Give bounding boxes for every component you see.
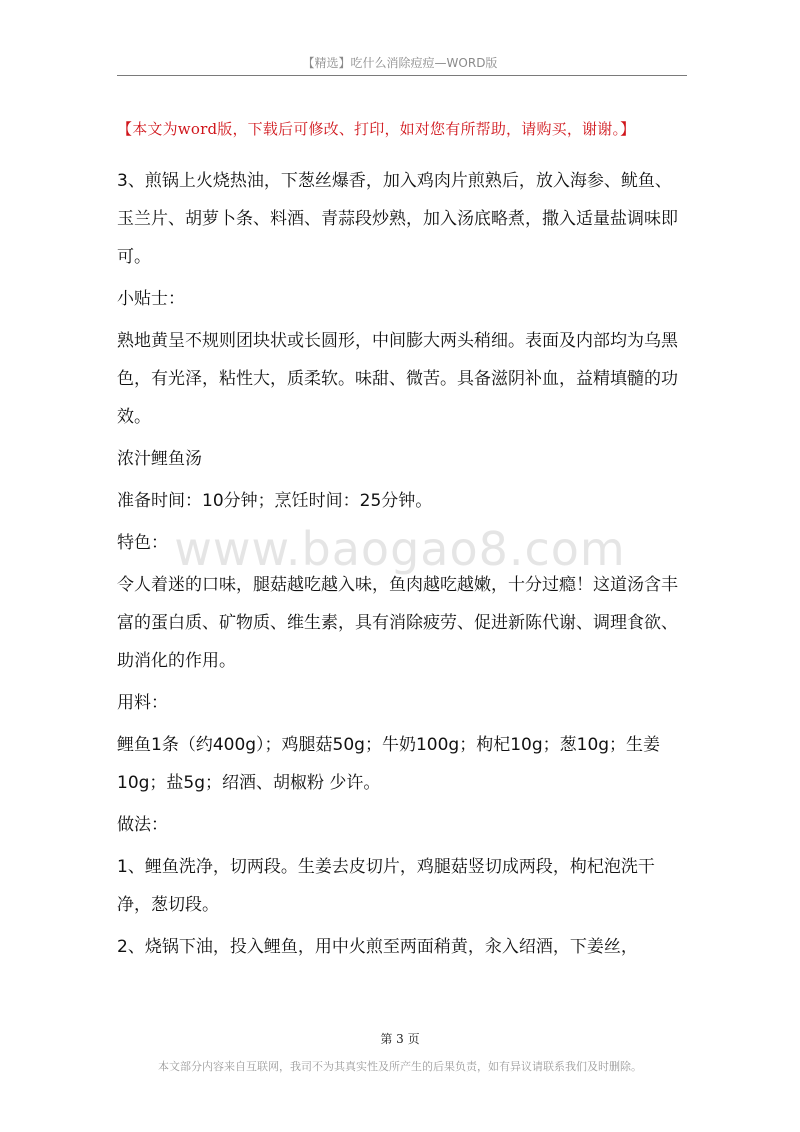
document-body [117,162,687,970]
prep-time: 准备时间：10分钟；烹饪时间：25分钟。 [117,491,433,511]
tips-heading: 小贴士： [117,289,185,309]
tips-paragraph: 熟地黄呈不规则团块状或长圆形，中间膨大两头稍细。表面及内部均为乌黑色，有光泽，粘性大，质柔软。味甜、微苦。具备滋阴补血，益精填髓的功效。 [117,331,678,427]
ingredients-heading: 用料： [117,693,168,713]
page-number: 第 3 页 [380,1032,420,1046]
watermark: www.baogao8.com [174,522,626,576]
recipe-title: 浓汁鲤鱼汤 [117,449,202,469]
document-header-title: 【精选】吃什么消除痘痘—WORD版 [302,56,498,70]
ingredients-paragraph: 鲤鱼1条（约400g）；鸡腿菇50g；牛奶100g；枸杞10g；葱10g；生姜10g；盐5g；绍酒、胡椒粉 少许。 [117,735,661,793]
features-heading: 特色： [117,533,168,553]
step-3-paragraph: 3、煎锅上火烧热油，下葱丝爆香，加入鸡肉片煎熟后，放入海参、鱿鱼、玉兰片、胡萝卜条、料酒、青蒜段炒熟，加入汤底略煮，撒入适量盐调味即可。 [117,171,678,267]
purchase-notice: 【本文为word版，下载后可修改、打印，如对您有所帮助，请购买，谢谢。】 [117,120,636,138]
footer-disclaimer: 本文部分内容来自互联网，我司不为其真实性及所产生的后果负责，如有异议请联系我们及时删除。 [158,1060,642,1073]
method-step-1: 1、鲤鱼洗净，切两段。生姜去皮切片，鸡腿菇竖切成两段，枸杞泡洗干净，葱切段。 [117,857,655,915]
method-heading: 做法： [117,815,168,835]
method-step-2: 2、烧锅下油，投入鲤鱼，用中火煎至两面稍黄，汆入绍酒，下姜丝， [117,937,638,957]
header-divider [117,75,687,76]
features-paragraph: 令人着迷的口味，腿菇越吃越入味，鱼肉越吃越嫩，十分过瘾！这道汤含丰富的蛋白质、矿物质、维生素，具有消除疲劳、促进新陈代谢、调理食欲、助消化的作用。 [117,575,678,671]
